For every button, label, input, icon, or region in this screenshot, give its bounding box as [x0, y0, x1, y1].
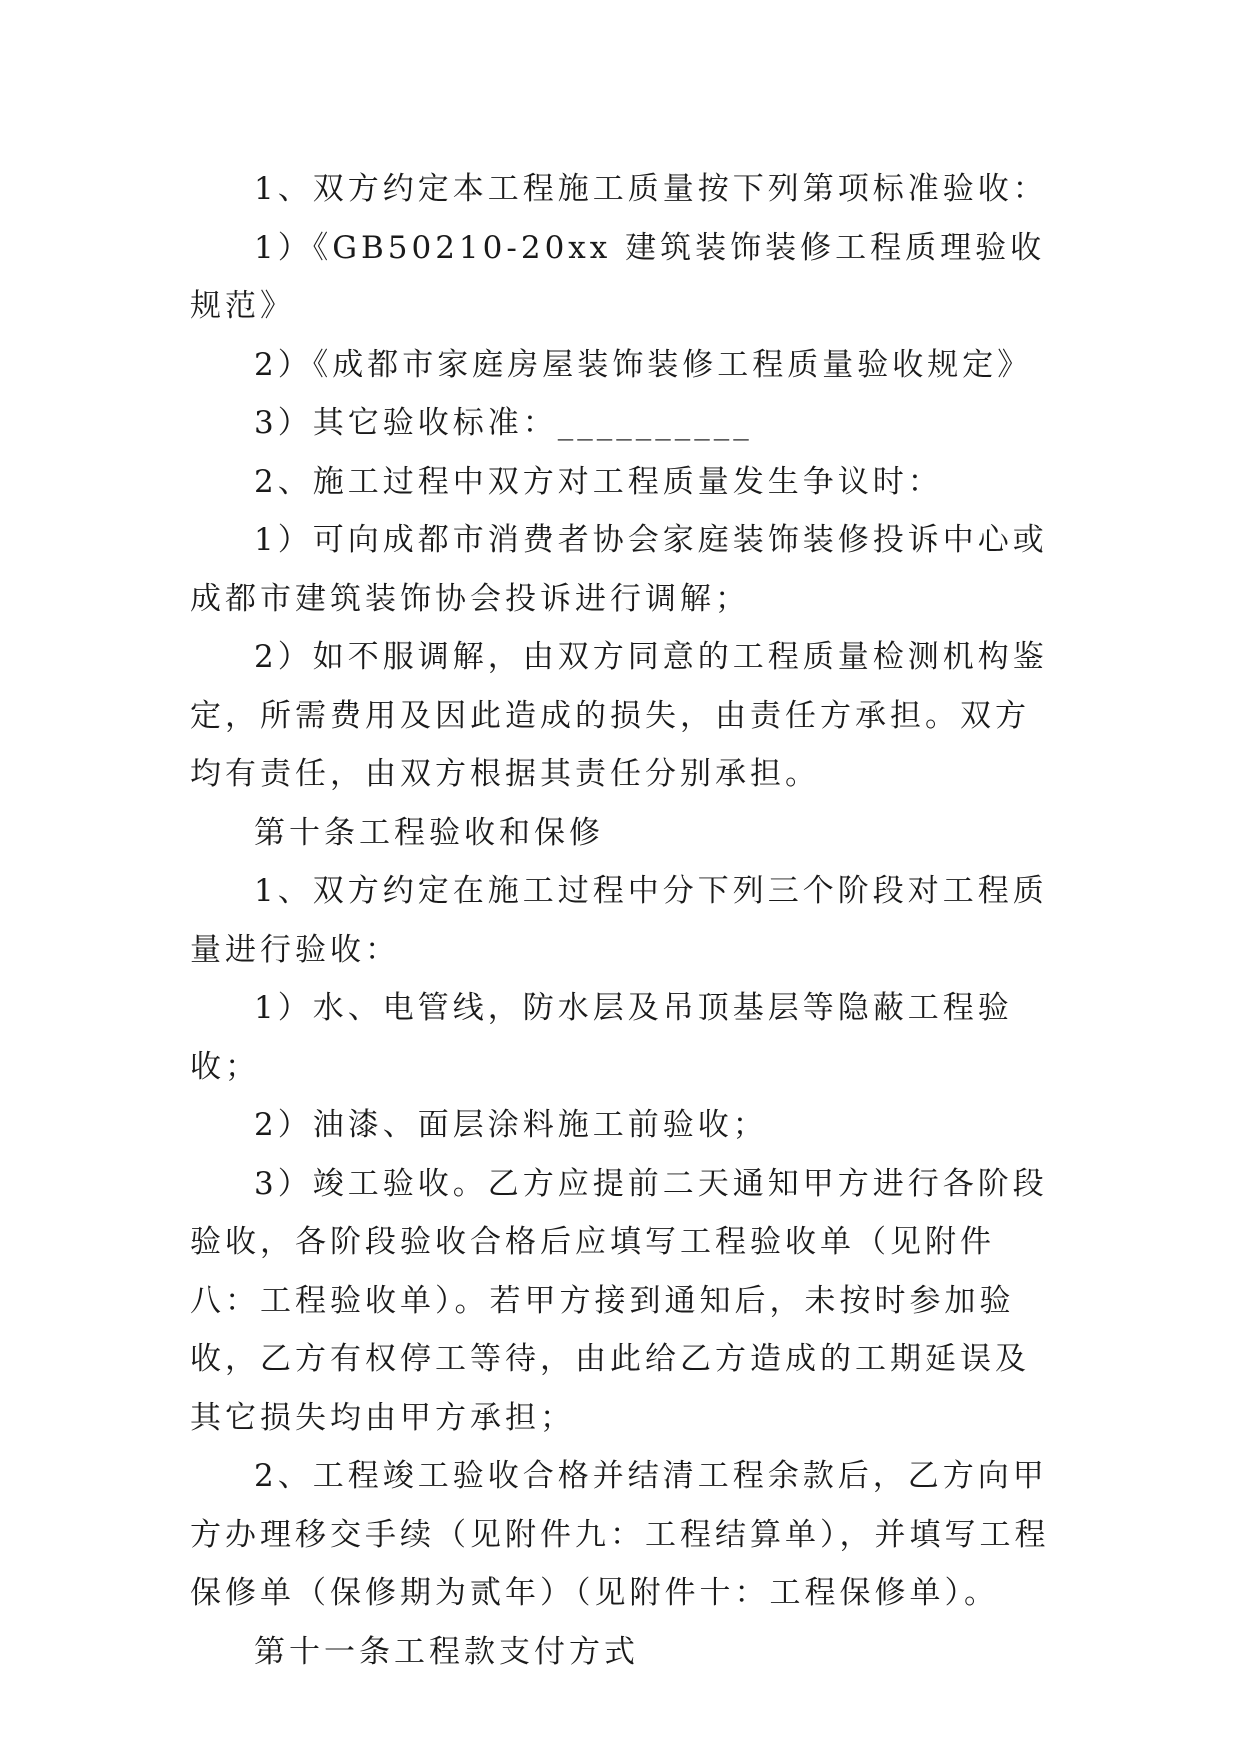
- standard-item-chengdu-rule: 2）《成都市家庭房屋装饰装修工程质量验收规定》: [254, 346, 1033, 383]
- standard-item-other: 3）其它验收标准：__________: [254, 405, 753, 441]
- clause-1-acceptance-standard: 1、双方约定本工程施工质量按下列第项标准验收：: [254, 171, 1048, 207]
- acceptance-stage-3: 3）竣工验收。乙方应提前二天通知甲方进行各阶段验收，各阶段验收合格后应填写工程验收单（见附件八：工程验收单）。若甲方接到通知后，未按时参加验收，乙方有权停工等待，由此给乙方造成的工期延误及其它损失均由甲方承担；: [190, 1165, 1048, 1436]
- acceptance-stage-1: 1）水、电管线，防水层及吊顶基层等隐蔽工程验收；: [190, 990, 1013, 1085]
- dispute-item-mediation: 1）可向成都市消费者协会家庭装饰装修投诉中心或成都市建筑装饰协会投诉进行调解；: [190, 522, 1048, 617]
- document-body: [190, 160, 1060, 1681]
- clause-2-quality-dispute: 2、施工过程中双方对工程质量发生争议时：: [254, 463, 943, 500]
- acceptance-stage-2: 2）油漆、面层涂料施工前验收；: [254, 1107, 768, 1143]
- standard-item-gb50210: 1）《GB50210-20xx 建筑装饰装修工程质理验收规范》: [190, 229, 1046, 324]
- dispute-item-appraisal: 2）如不服调解，由双方同意的工程质量检测机构鉴定，所需费用及因此造成的损失，由责任方承担。双方均有责任，由双方根据其责任分别承担。: [190, 639, 1048, 792]
- article-10-clause-1: 1、双方约定在施工过程中分下列三个阶段对工程质量进行验收：: [190, 873, 1048, 968]
- article-11-heading: 第十一条工程款支付方式: [254, 1633, 639, 1670]
- article-10-heading: 第十条工程验收和保修: [254, 814, 604, 851]
- article-10-clause-2: 2、工程竣工验收合格并结清工程余款后，乙方向甲方办理移交手续（见附件九：工程结算单），并填写工程保修单（保修期为贰年）（见附件十：工程保修单）。: [190, 1458, 1050, 1611]
